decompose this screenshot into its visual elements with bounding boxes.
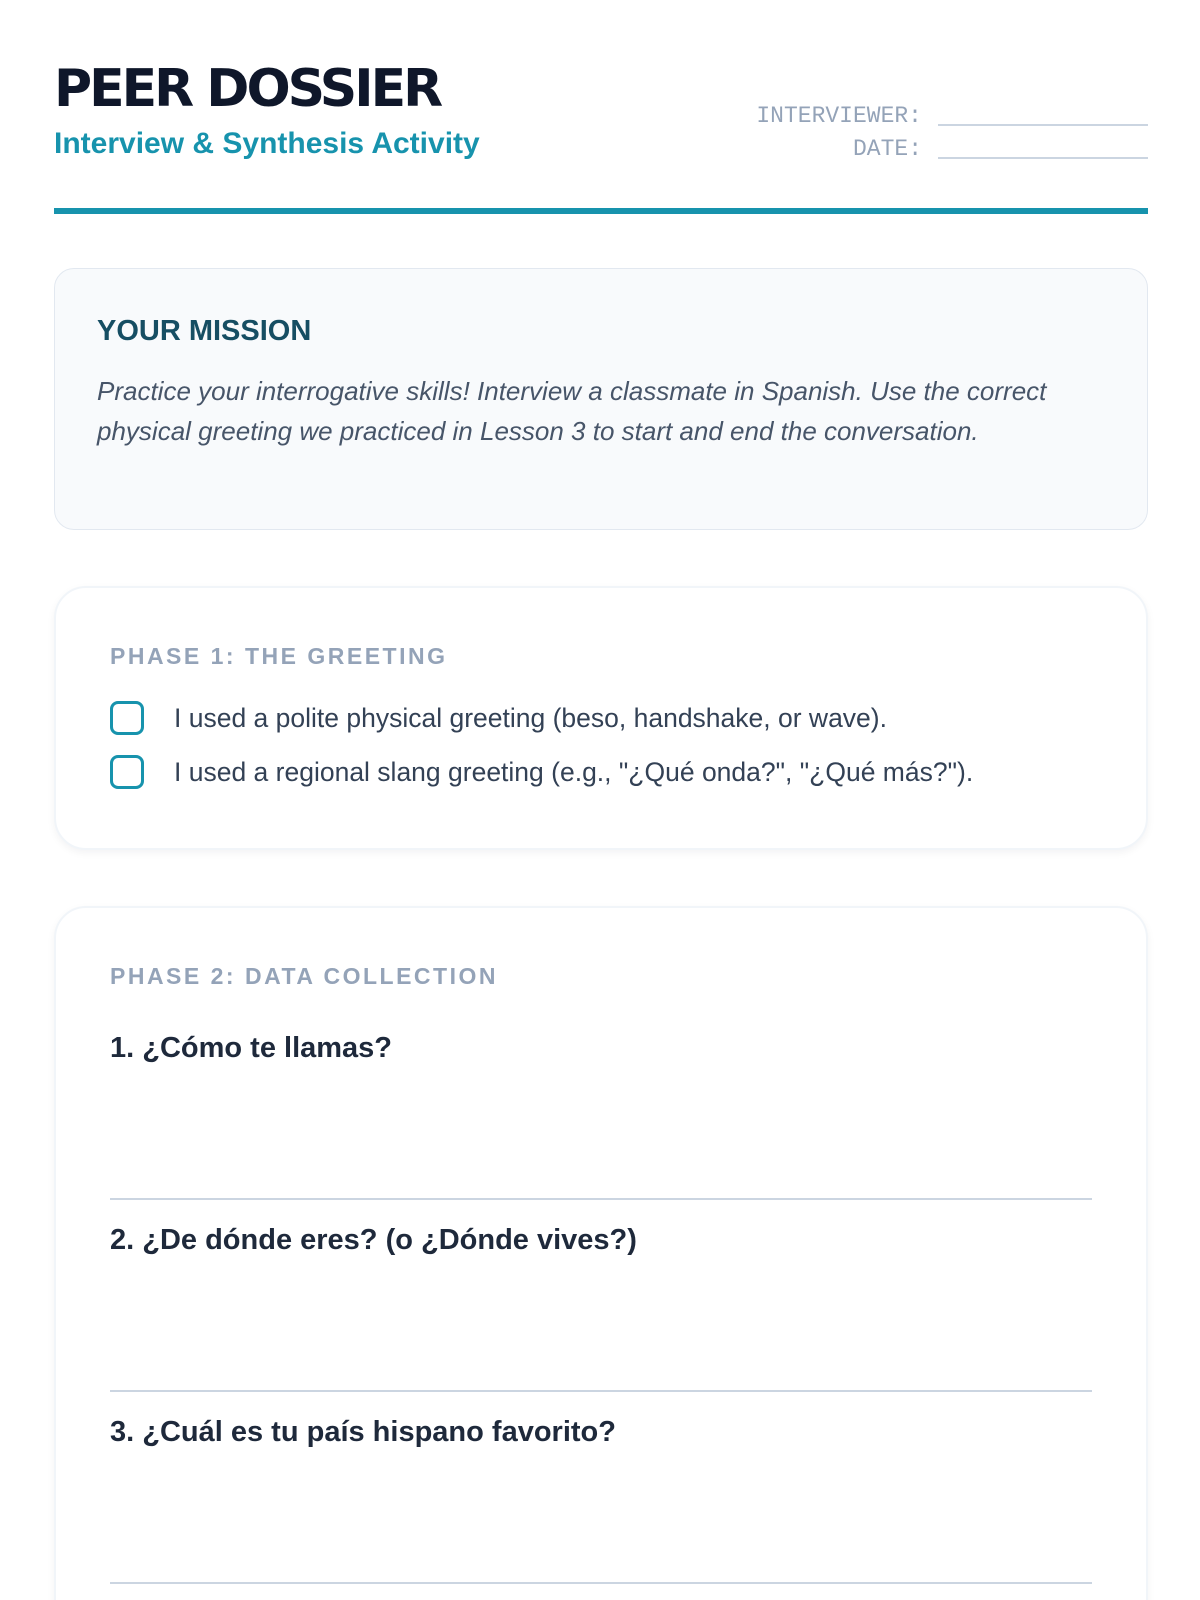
check-item-slang-greeting — [110, 752, 1092, 792]
question-item — [110, 1220, 1092, 1412]
phase2-title: PHASE 2: DATA COLLECTION — [110, 963, 498, 989]
interviewer-label: INTERVIEWER: — [756, 103, 922, 129]
check-item-physical-greeting — [110, 698, 1092, 738]
answer-field-origin[interactable] — [110, 1350, 1092, 1392]
greeting-checklist — [110, 698, 1092, 792]
question-label: 1. ¿Cómo te llamas? — [110, 1032, 393, 1064]
question-item — [110, 1028, 1092, 1220]
answer-field-favorite-country[interactable] — [110, 1542, 1092, 1584]
date-field[interactable] — [938, 133, 1148, 159]
phase1-title: PHASE 1: THE GREETING — [110, 643, 448, 669]
meta-fields — [728, 98, 1148, 164]
date-row — [728, 131, 1148, 164]
mission-text: Practice your interrogative skills! Interview a classmate in Spanish. Use the correct physical greeting we practiced in Lesson 3 to start and end the conversation. — [97, 376, 1047, 446]
question-label: 2. ¿De dónde eres? (o ¿Dónde vives?) — [110, 1224, 637, 1256]
question-label: 3. ¿Cuál es tu país hispano favorito? — [110, 1416, 616, 1448]
header-divider — [54, 208, 1148, 214]
mission-title: YOUR MISSION — [97, 315, 312, 347]
question-item — [110, 1412, 1092, 1600]
interviewer-row — [728, 98, 1148, 131]
check-item-label: I used a polite physical greeting (beso, handshake, or wave). — [174, 702, 887, 733]
slang-greeting-checkbox[interactable] — [110, 755, 144, 789]
mission-box — [54, 268, 1148, 530]
physical-greeting-checkbox[interactable] — [110, 701, 144, 735]
date-label: DATE: — [852, 136, 922, 162]
page-subtitle: Interview & Synthesis Activity — [54, 127, 480, 160]
interviewer-field[interactable] — [938, 100, 1148, 126]
check-item-label: I used a regional slang greeting (e.g., "¿Qué onda?", "¿Qué más?"). — [174, 756, 974, 787]
header — [54, 56, 1148, 216]
phase1-card — [54, 586, 1148, 850]
answer-field-name[interactable] — [110, 1158, 1092, 1200]
phase2-card — [54, 906, 1148, 1600]
question-list — [110, 1028, 1092, 1600]
page-title: PEER DOSSIER — [54, 59, 441, 119]
